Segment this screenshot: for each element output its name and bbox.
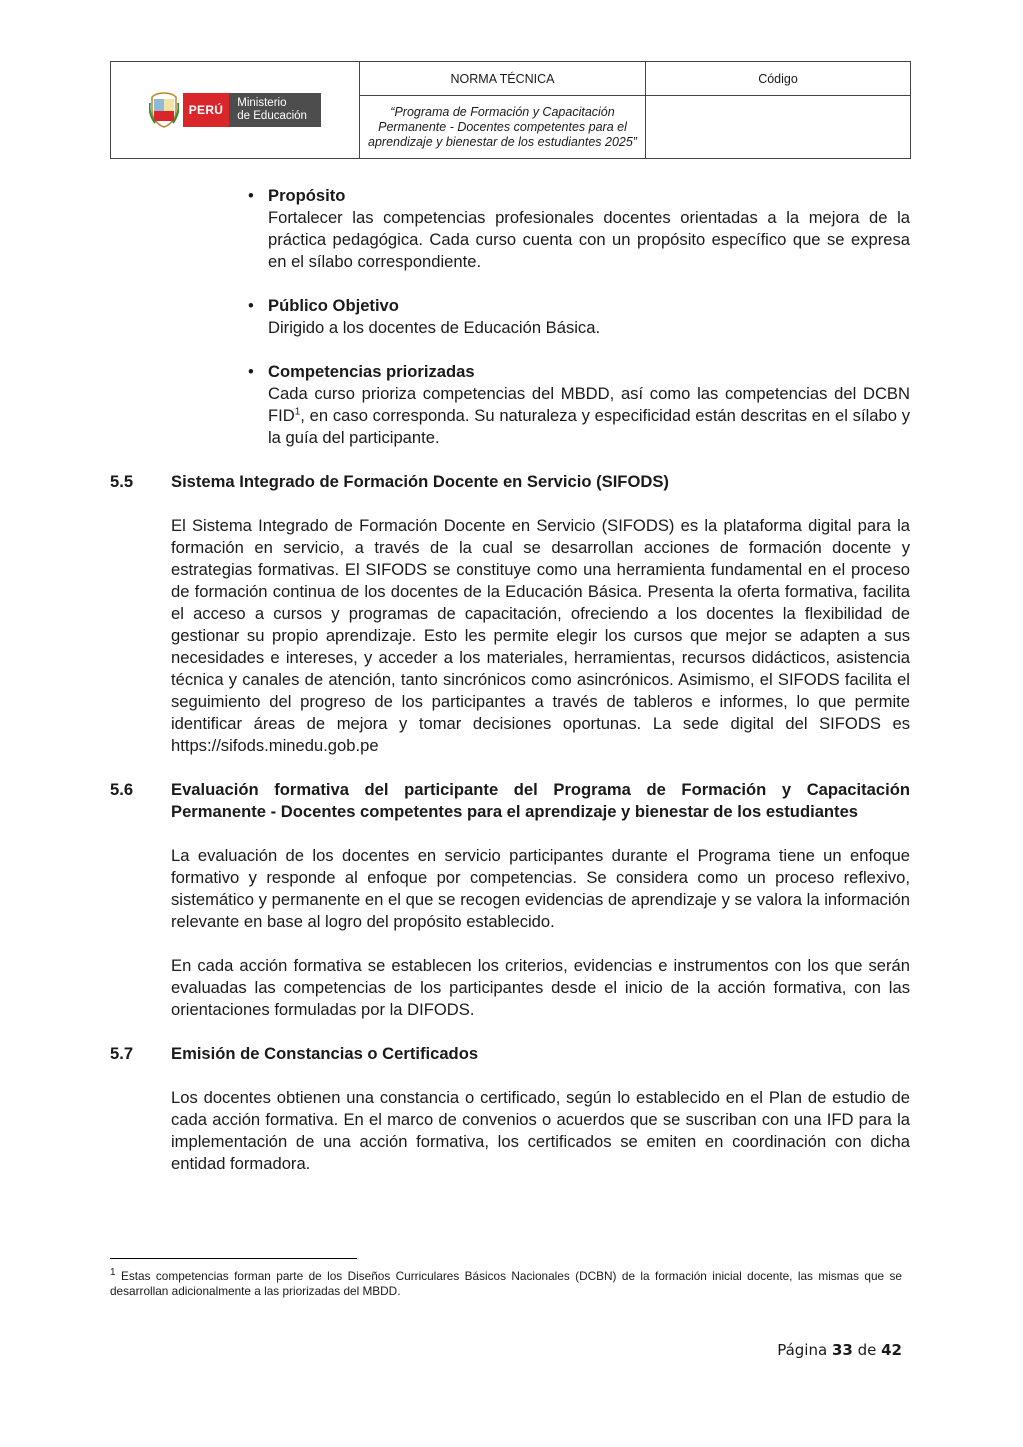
footnote-mark: 1	[110, 1267, 116, 1279]
page-total: 42	[881, 1341, 902, 1359]
bullet-title: Propósito	[268, 186, 346, 205]
codigo-value	[646, 96, 911, 159]
section-number: 5.6	[110, 780, 134, 799]
section-heading-5-5	[110, 471, 910, 493]
section-title: Sistema Integrado de Formación Docente en Servicio (SIFODS)	[171, 472, 669, 491]
section-title: Emisión de Constancias o Certificados	[171, 1044, 479, 1063]
footnote	[110, 1269, 902, 1299]
section-paragraph: Los docentes obtienen una constancia o certificado, según lo establecido en el Plan de estudio de cada acción formativa. En el marco de convenios o acuerdos que se suscriban con una IFD para la implementación de una acción formativa, los certificados se emiten en coordinación con dicha entidad formadora.	[171, 1088, 910, 1173]
section-heading-5-6	[110, 779, 910, 823]
bullet-text: Dirigido a los docentes de Educación Básica.	[268, 318, 601, 337]
logo-country-label: PERÚ	[183, 93, 230, 127]
logo-ministry-line-2: de Educación	[237, 110, 307, 122]
norma-tecnica-label: NORMA TÉCNICA	[360, 62, 646, 96]
section-paragraph: La evaluación de los docentes en servicio participantes durante el Programa tiene un enfoque formativo y responde al enfoque por competencias. Se considera como un proceso reflexivo, sistemático y permanente en el que se recogen evidencias de aprendizaje y se valora la información relevante en base al logro del propósito establecido.	[171, 846, 910, 931]
section-heading-5-7	[110, 1043, 910, 1065]
program-title: “Programa de Formación y Capacitación Permanente - Docentes competentes para el aprendizaje y bienestar de los estudiantes 2025”	[360, 96, 646, 159]
bullet-item-proposito	[110, 185, 910, 273]
page-current: 33	[831, 1341, 853, 1359]
section-number: 5.7	[110, 1044, 134, 1063]
bullet-item-publico-objetivo	[110, 295, 910, 339]
logo-cell	[111, 62, 360, 159]
footnote-reference[interactable]: 1	[294, 406, 301, 418]
bullet-title: Competencias priorizadas	[268, 362, 475, 381]
logo-ministry-line-1: Ministerio	[237, 97, 287, 109]
page-number	[777, 1341, 902, 1359]
page-separator: de	[857, 1341, 877, 1359]
coat-of-arms-icon	[149, 91, 179, 129]
section-number: 5.5	[110, 472, 134, 491]
page-label: Página	[777, 1341, 828, 1359]
bullet-text	[268, 383, 910, 449]
bullet-dot-icon: •	[248, 362, 254, 381]
bullet-text-part-a: Cada curso prioriza competencias del MBDD, así como las competencias del DCBN FID	[268, 384, 910, 425]
section-paragraph: El Sistema Integrado de Formación Docente en Servicio (SIFODS) es la plataforma digital para la formación en servicio, a través de la cual se desarrollan acciones de formación docente y estrategias formativas. El SIFODS se constituye como una herramienta fundamental en el proceso de formación continua de los docentes de la Educación Básica. Presenta la oferta formativa, facilita el acceso a cursos y programas de capacitación, ofreciendo a los docentes la flexibilidad de gestionar su propio aprendizaje. Esto les permite elegir los cursos que mejor se adapten a sus necesidades e intereses, y acceder a los materiales, herramientas, recursos didácticos, asistencia técnica y canales de atención, tanto sincrónicos como asincrónicos. Asimismo, el SIFODS facilita el seguimiento del progreso de los participantes a través de tableros e informes, lo que permite identificar áreas de mejora y tomar decisiones oportunas. La sede digital del SIFODS es https://sifods.minedu.gob.pe	[171, 516, 910, 755]
footnote-text: Estas competencias forman parte de los Diseños Curriculares Básicos Nacionales (DCBN) de la formación inicial docente, las mismas que se desarrollan adicionalmente a las priorizadas del MBDD.	[110, 1269, 902, 1298]
bullet-title: Público Objetivo	[268, 296, 399, 315]
document-header	[110, 61, 911, 159]
section-title: Evaluación formativa del participante del Programa de Formación y Capacitación Permanente - Docentes competentes para el aprendizaje y bienestar de los estudiantes	[171, 780, 910, 821]
bullet-text-part-b: , en caso corresponda. Su naturaleza y especificidad están descritas en el sílabo y la guía del participante.	[268, 406, 910, 447]
logo-ministry-label	[229, 93, 321, 127]
bullet-text: Fortalecer las competencias profesionales docentes orientadas a la mejora de la práctica pedagógica. Cada curso cuenta con un propósito específico que se expresa en el sílabo correspondiente.	[268, 208, 910, 271]
page-body	[110, 185, 910, 1197]
bullet-dot-icon: •	[248, 186, 254, 205]
bullet-item-competencias	[110, 361, 910, 449]
bullet-dot-icon: •	[248, 296, 254, 315]
minedu-logo	[111, 62, 359, 158]
section-paragraph: En cada acción formativa se establecen los criterios, evidencias e instrumentos con los que serán evaluadas las competencias de los participantes desde el inicio de la acción formativa, con las orientaciones formuladas por la DIFODS.	[171, 956, 910, 1019]
codigo-label: Código	[646, 62, 911, 96]
footnote-divider	[110, 1258, 357, 1259]
